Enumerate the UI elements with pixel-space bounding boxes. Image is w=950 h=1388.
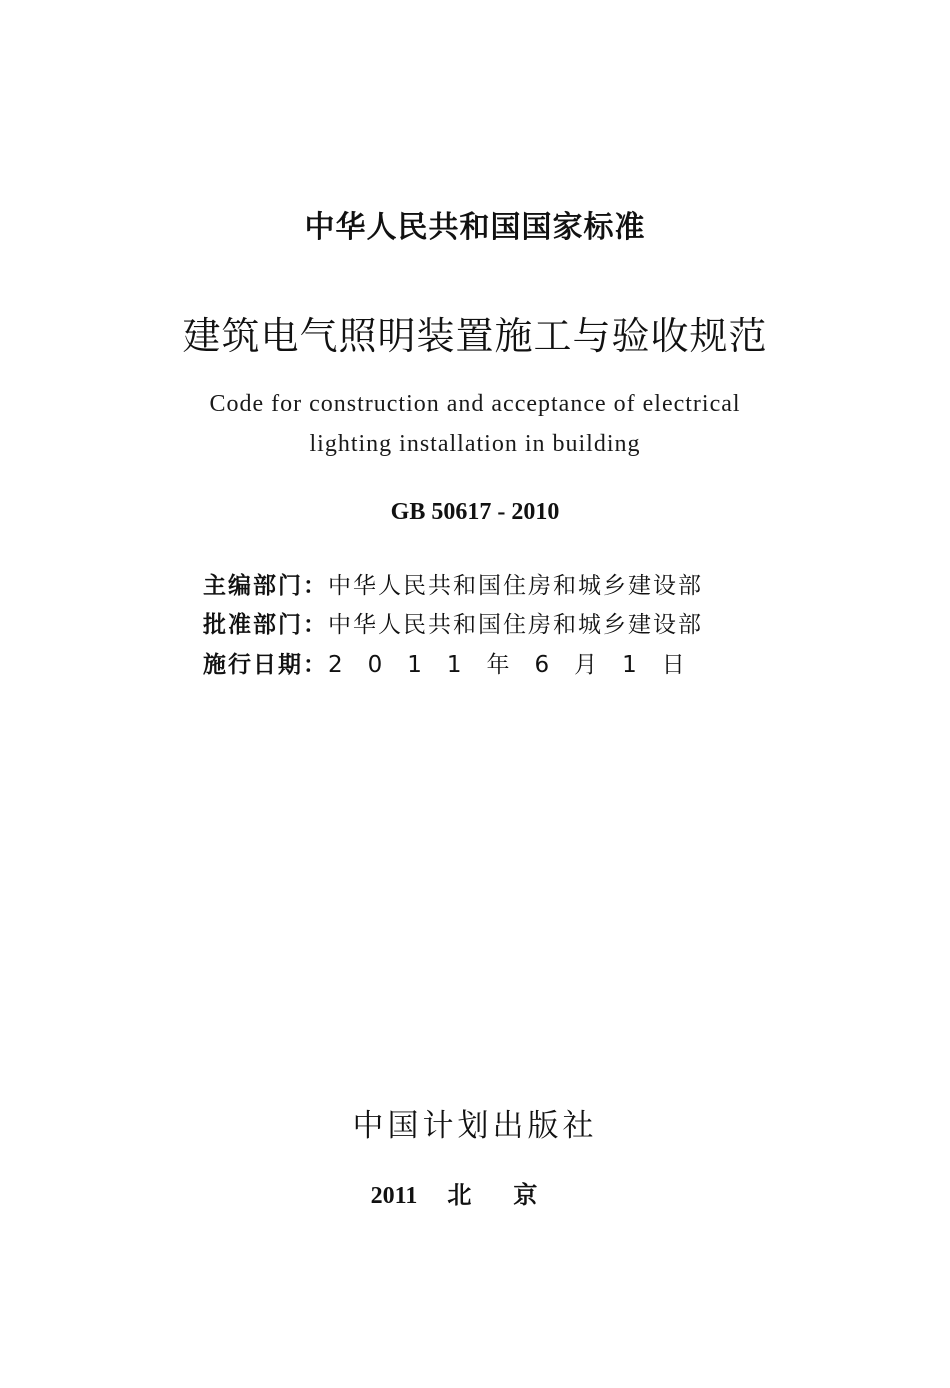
editor-row [203,567,703,600]
effective-date-label: 施行日期： [203,652,328,678]
editor-label: 主编部门： [203,573,328,599]
standard-code: GB 50617 - 2010 [390,499,560,525]
publication-year: 2011 [370,1183,418,1209]
standard-type: 中华人民共和国国家标准 [304,210,646,245]
approver-row [203,606,703,639]
approver-label: 批准部门： [203,612,328,638]
title-english-line-1: Code for construction and acceptance of electrical [209,391,741,417]
effective-date-row [203,646,710,679]
approver-value: 中华人民共和国住房和城乡建设部 [328,612,703,638]
publisher: 中国计划出版社 [352,1108,598,1144]
effective-date-value: 2011年6月1日 [328,652,710,678]
title-english-line-2: lighting installation in building [309,431,641,457]
publication-place [0,1175,950,1210]
editor-value: 中华人民共和国住房和城乡建设部 [328,573,703,599]
title-chinese: 建筑电气照明装置施工与验收规范 [182,314,768,358]
publication-city: 北京 [447,1183,580,1209]
